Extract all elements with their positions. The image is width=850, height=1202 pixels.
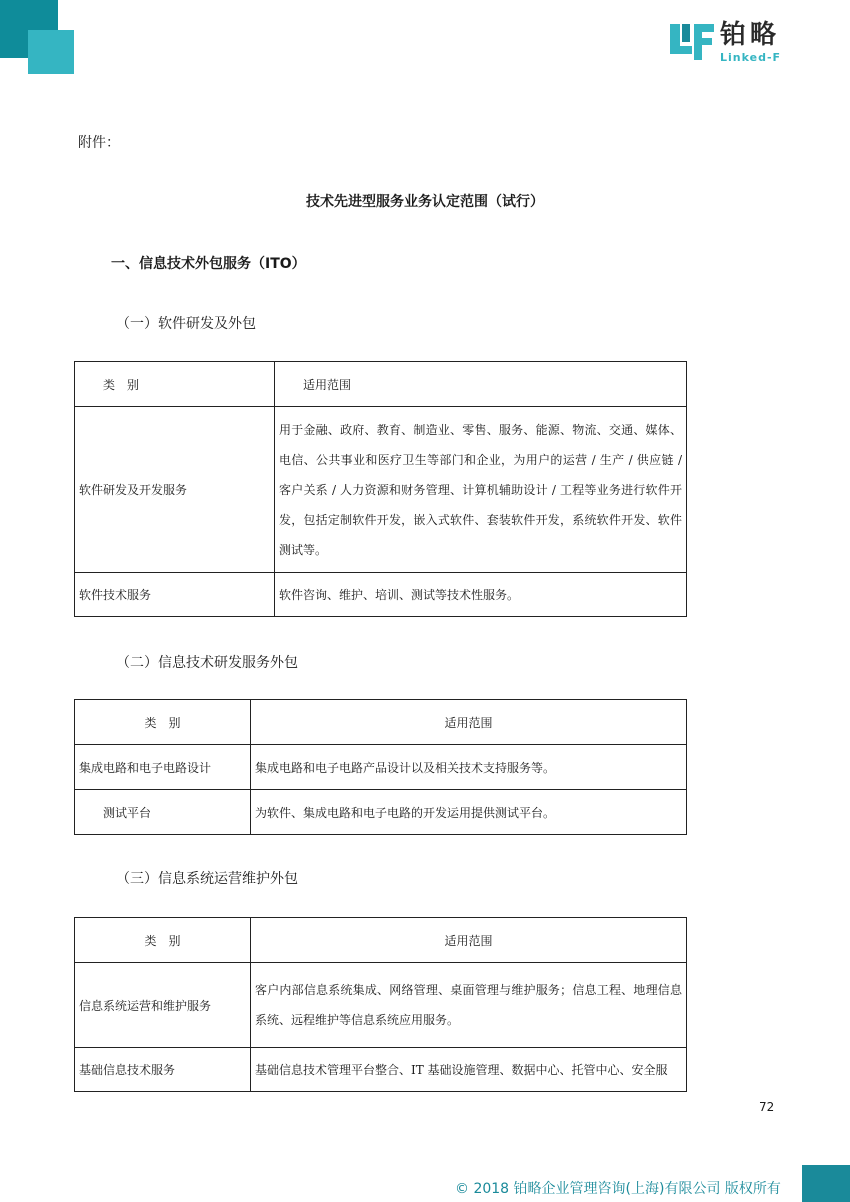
header-category: 类 别 <box>75 918 251 963</box>
row-category: 软件技术服务 <box>75 573 275 617</box>
table-row <box>75 790 687 835</box>
software-outsourcing-table <box>74 361 687 617</box>
header-category: 类 别 <box>75 362 275 407</box>
logo-mark-icon <box>668 22 716 62</box>
table-header-row <box>75 362 687 407</box>
row-category: 集成电路和电子电路设计 <box>75 745 251 790</box>
logo-chinese-name: 铂略 <box>720 20 781 50</box>
row-category: 基础信息技术服务 <box>75 1048 251 1092</box>
table-header-row <box>75 918 687 963</box>
row-scope <box>275 407 687 573</box>
copyright-footer: © 2018 铂略企业管理咨询(上海)有限公司 版权所有 <box>455 1181 781 1197</box>
attachment-label: 附件： <box>78 135 120 151</box>
row-scope <box>251 963 687 1048</box>
row-scope: 集成电路和电子电路产品设计以及相关技术支持服务等。 <box>251 745 687 790</box>
table-row <box>75 1048 687 1092</box>
brand-logo <box>668 20 798 64</box>
row-scope: 软件咨询、维护、培训、测试等技术性服务。 <box>275 573 687 617</box>
table-row <box>75 745 687 790</box>
row-scope-text: 用于金融、政府、教育、制造业、零售、服务、能源、物流、交通、媒体、电信、公共事业和医疗卫生等部门和企业，为用户的运营 / 生产 / 供应链 / 客户关系 / 人力资源和财务管理、计算机辅助设计 / 工程等业务进行软件开发，包括定制软件开发，嵌入式软件、套装软件开发，系统软件开发、软件测试等。 <box>279 422 682 557</box>
row-scope-text: 客户内部信息系统集成、网络管理、桌面管理与维护服务；信息工程、地理信息系统、远程维护等信息系统应用服务。 <box>255 983 682 1027</box>
header-scope: 适用范围 <box>275 362 687 407</box>
subsection-heading-software: （一）软件研发及外包 <box>116 316 256 332</box>
header-scope: 适用范围 <box>251 700 687 745</box>
page-number: 72 <box>759 1100 775 1114</box>
section-heading-ito: 一、信息技术外包服务（ITO） <box>111 256 306 272</box>
row-category: 测试平台 <box>75 790 251 835</box>
it-rd-outsourcing-table <box>74 699 687 835</box>
row-scope: 为软件、集成电路和电子电路的开发运用提供测试平台。 <box>251 790 687 835</box>
row-category: 信息系统运营和维护服务 <box>75 963 251 1048</box>
document-title: 技术先进型服务业务认定范围（试行） <box>306 194 544 210</box>
table-row <box>75 573 687 617</box>
row-category: 软件研发及开发服务 <box>75 407 275 573</box>
logo-english-name: Linked-F <box>720 51 782 64</box>
table-row <box>75 407 687 573</box>
ops-maintenance-table <box>74 917 687 1092</box>
subsection-heading-it-rd: （二）信息技术研发服务外包 <box>116 655 298 671</box>
footer-decoration-bar <box>802 1165 850 1202</box>
table-header-row <box>75 700 687 745</box>
header-scope: 适用范围 <box>251 918 687 963</box>
corner-decoration-light <box>28 30 74 74</box>
header-category: 类 别 <box>75 700 251 745</box>
subsection-heading-ops: （三）信息系统运营维护外包 <box>116 871 298 887</box>
table-row <box>75 963 687 1048</box>
row-scope: 基础信息技术管理平台整合、IT 基础设施管理、数据中心、托管中心、安全服 <box>251 1048 687 1092</box>
